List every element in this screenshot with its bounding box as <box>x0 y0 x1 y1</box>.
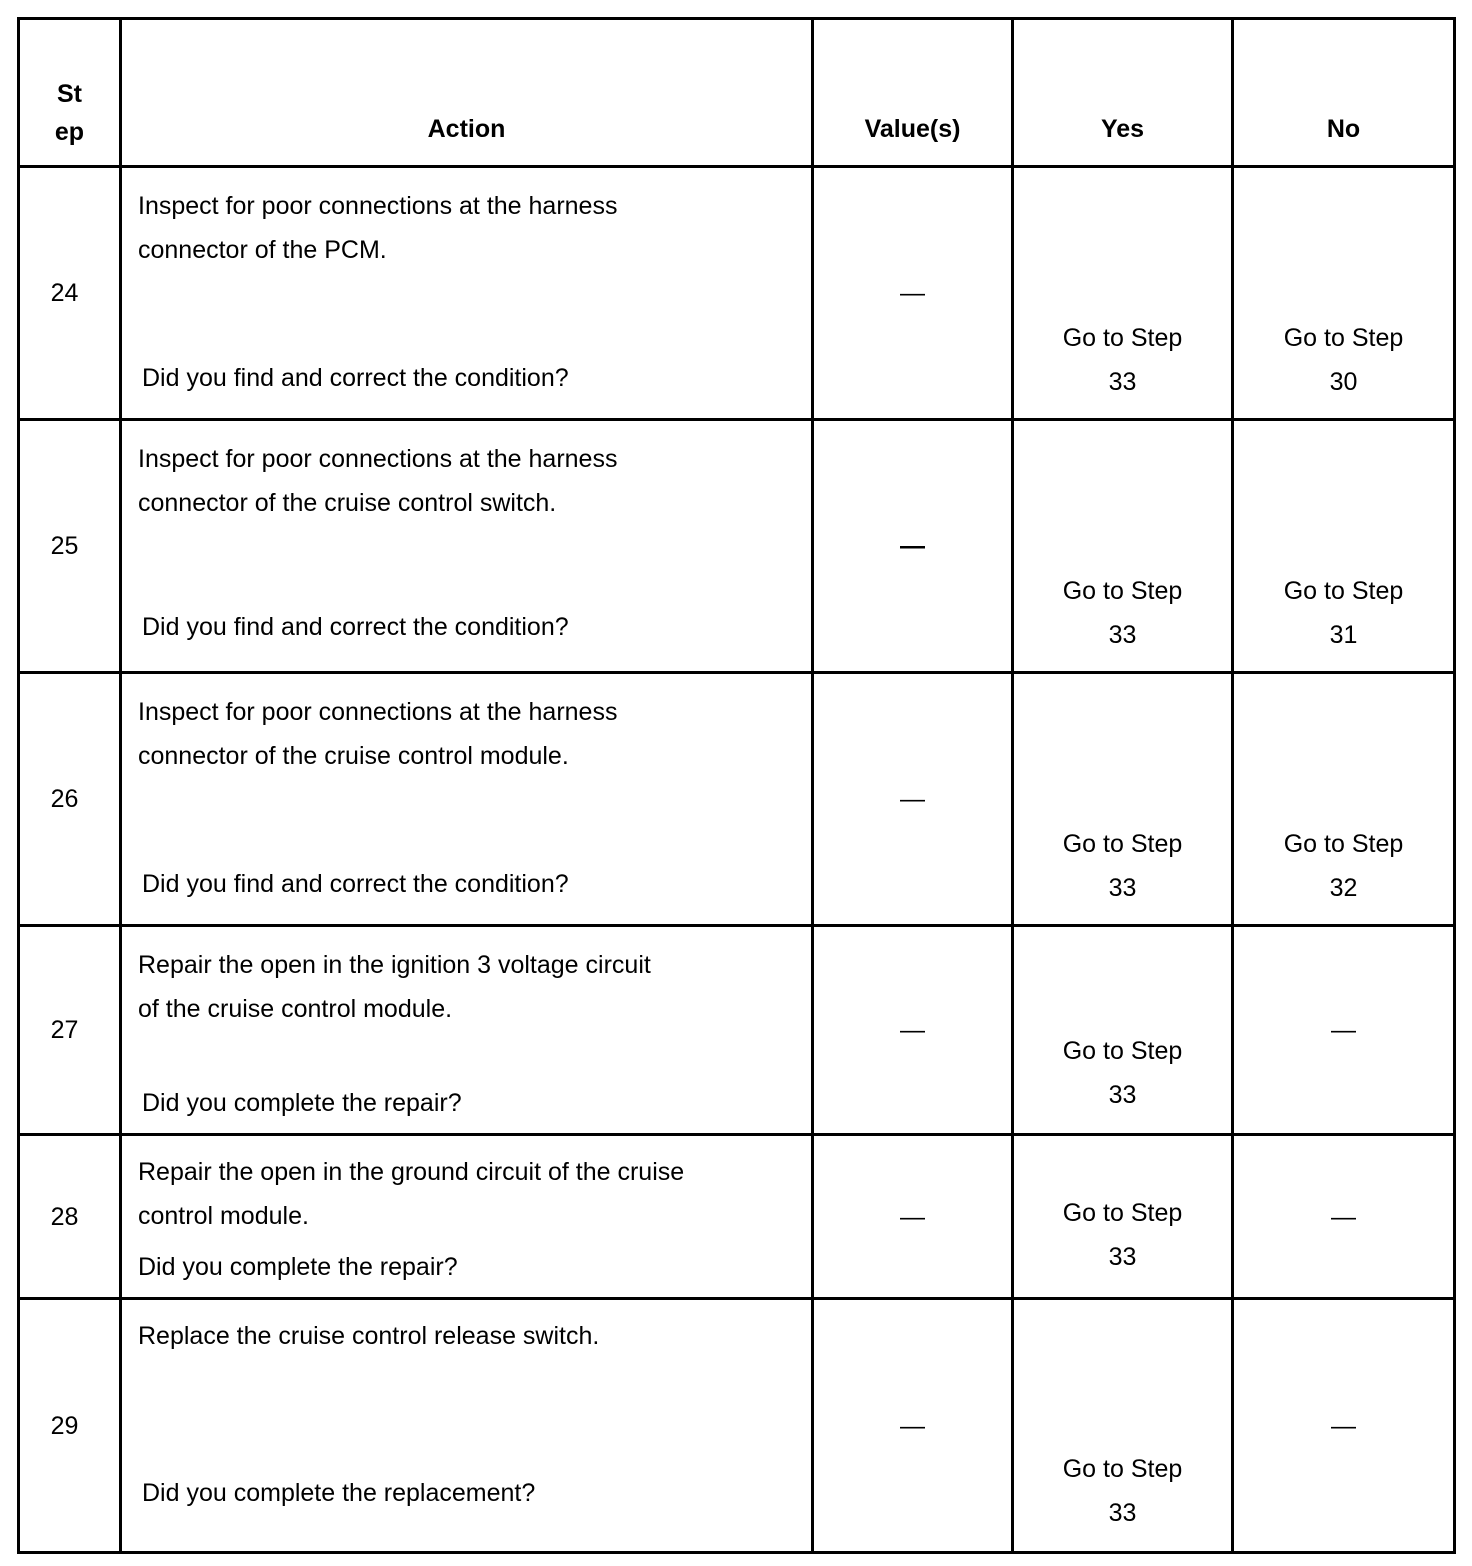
table-row <box>19 926 1455 1135</box>
action-question: Did you complete the replacement? <box>142 1479 536 1507</box>
yes-cell <box>1013 1135 1233 1299</box>
yes-goto-step: 33 <box>1108 1081 1137 1109</box>
yes-cell <box>1013 673 1233 926</box>
no-cell <box>1233 420 1455 673</box>
action-instruction: Replace the cruise control release switch. <box>138 1322 600 1350</box>
header-yes: Yes <box>1013 19 1233 167</box>
header-row <box>19 19 1455 167</box>
value-cell: — <box>813 167 1013 420</box>
no-goto-step: 31 <box>1329 621 1358 649</box>
yes-goto-text: Go to Step <box>1062 1199 1183 1227</box>
yes-goto-text: Go to Step <box>1062 577 1183 605</box>
yes-goto-step: 33 <box>1108 368 1137 396</box>
value-cell: — <box>813 1135 1013 1299</box>
table-row <box>19 1135 1455 1299</box>
header-step: St ep <box>19 19 121 167</box>
step-number: 29 <box>19 1299 121 1553</box>
yes-goto-text: Go to Step <box>1062 1037 1183 1065</box>
yes-cell <box>1013 926 1233 1135</box>
action-instruction: Inspect for poor connections at the harness connector of the cruise control module. <box>138 698 618 770</box>
no-goto-text: Go to Step <box>1283 324 1404 352</box>
value-cell: — <box>813 420 1013 673</box>
action-question: Did you find and correct the condition? <box>142 364 569 392</box>
diagnostic-table <box>17 17 1456 1554</box>
action-question: Did you complete the repair? <box>138 1253 458 1281</box>
yes-goto-text: Go to Step <box>1062 324 1183 352</box>
step-number: 25 <box>19 420 121 673</box>
yes-cell <box>1013 1299 1233 1553</box>
no-goto-text: Go to Step <box>1283 577 1404 605</box>
yes-cell <box>1013 167 1233 420</box>
no-goto-text: Go to Step <box>1283 830 1404 858</box>
action-instruction: Inspect for poor connections at the harness connector of the cruise control switch. <box>138 445 618 517</box>
action-cell <box>121 1299 813 1553</box>
header-action: Action <box>121 19 813 167</box>
action-instruction: Repair the open in the ground circuit of the cruise control module. <box>138 1158 685 1230</box>
yes-goto-step: 33 <box>1108 1499 1137 1527</box>
value-cell: — <box>813 673 1013 926</box>
step-number: 24 <box>19 167 121 420</box>
yes-goto-step: 33 <box>1108 621 1137 649</box>
step-number: 26 <box>19 673 121 926</box>
action-instruction: Inspect for poor connections at the harness connector of the PCM. <box>138 192 618 264</box>
action-cell <box>121 673 813 926</box>
action-question: Did you find and correct the condition? <box>142 870 569 898</box>
yes-goto-step: 33 <box>1108 1243 1137 1271</box>
no-cell: — <box>1233 1299 1455 1553</box>
no-goto-step: 32 <box>1329 874 1358 902</box>
no-cell: — <box>1233 926 1455 1135</box>
action-cell <box>121 1135 813 1299</box>
yes-goto-text: Go to Step <box>1062 830 1183 858</box>
table-row <box>19 1299 1455 1553</box>
action-question: Did you find and correct the condition? <box>142 613 569 641</box>
value-cell: — <box>813 1299 1013 1553</box>
step-number: 28 <box>19 1135 121 1299</box>
action-instruction: Repair the open in the ignition 3 voltage circuit of the cruise control module. <box>138 951 651 1023</box>
action-question: Did you complete the repair? <box>142 1089 462 1117</box>
no-cell <box>1233 673 1455 926</box>
table-row <box>19 673 1455 926</box>
value-cell: — <box>813 926 1013 1135</box>
action-cell <box>121 167 813 420</box>
table-row <box>19 167 1455 420</box>
action-cell <box>121 420 813 673</box>
yes-cell <box>1013 420 1233 673</box>
header-no: No <box>1233 19 1455 167</box>
no-cell <box>1233 167 1455 420</box>
table-row <box>19 420 1455 673</box>
yes-goto-step: 33 <box>1108 874 1137 902</box>
step-number: 27 <box>19 926 121 1135</box>
yes-goto-text: Go to Step <box>1062 1455 1183 1483</box>
action-cell <box>121 926 813 1135</box>
header-values: Value(s) <box>813 19 1013 167</box>
no-cell: — <box>1233 1135 1455 1299</box>
no-goto-step: 30 <box>1329 368 1358 396</box>
